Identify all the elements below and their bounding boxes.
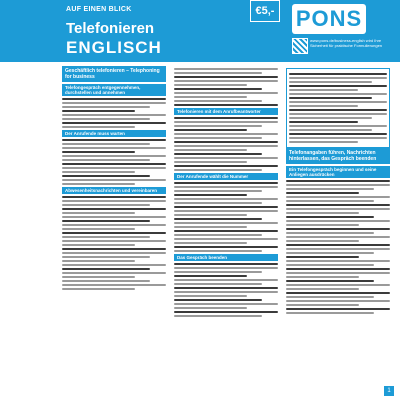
text-block [62,139,166,185]
text-block [174,263,278,317]
section-bar: Abwesenheitsnachrichten und vereinbaren [62,187,166,194]
subtitle: Telefonieren [66,20,155,37]
section-bar: Der Anrufende muss warten [62,130,166,137]
section-bar: Ein Telefongespräch beginnen und seine Anliegen ausdrücken [286,166,390,178]
text-block [174,182,278,252]
text-block [286,180,390,314]
kicker-text: AUF EINEN BLICK [66,6,132,13]
section-bar: Das Gespräch beenden [174,254,278,261]
column-3 [286,66,390,396]
text-block [289,73,387,143]
url-text: www.pons.de/business-english wird Ihre Sicherheit für praktische Formulierungen [310,38,383,48]
content-columns [62,66,396,396]
section-heading: Geschäftlich telefonieren – Telephoning for business [62,66,166,82]
text-block [174,68,278,106]
section-heading: Telefonangaben führen, Nachrichten hinterlassen, das Gespräch beenden [286,148,390,164]
text-block [174,117,278,171]
text-block [62,196,166,290]
column-2 [174,66,278,396]
qr-code-icon [292,38,308,54]
brand-logo: PONS [292,4,366,34]
header-banner [0,0,400,62]
text-block [62,98,166,128]
section-bar: Telefonieren mit dem Anrufbeantworter [174,108,278,115]
section-bar: Telefongespräch entgegennehmen, durchstellen und annehmen [62,84,166,96]
page-number: 1 [384,386,394,396]
dialogue-panel [286,68,390,148]
column-1 [62,66,166,396]
price-badge: €5,- [250,0,280,22]
section-bar: Der Anrufende wählt die Nummer [174,173,278,180]
page-title: ENGLISCH [66,38,162,57]
